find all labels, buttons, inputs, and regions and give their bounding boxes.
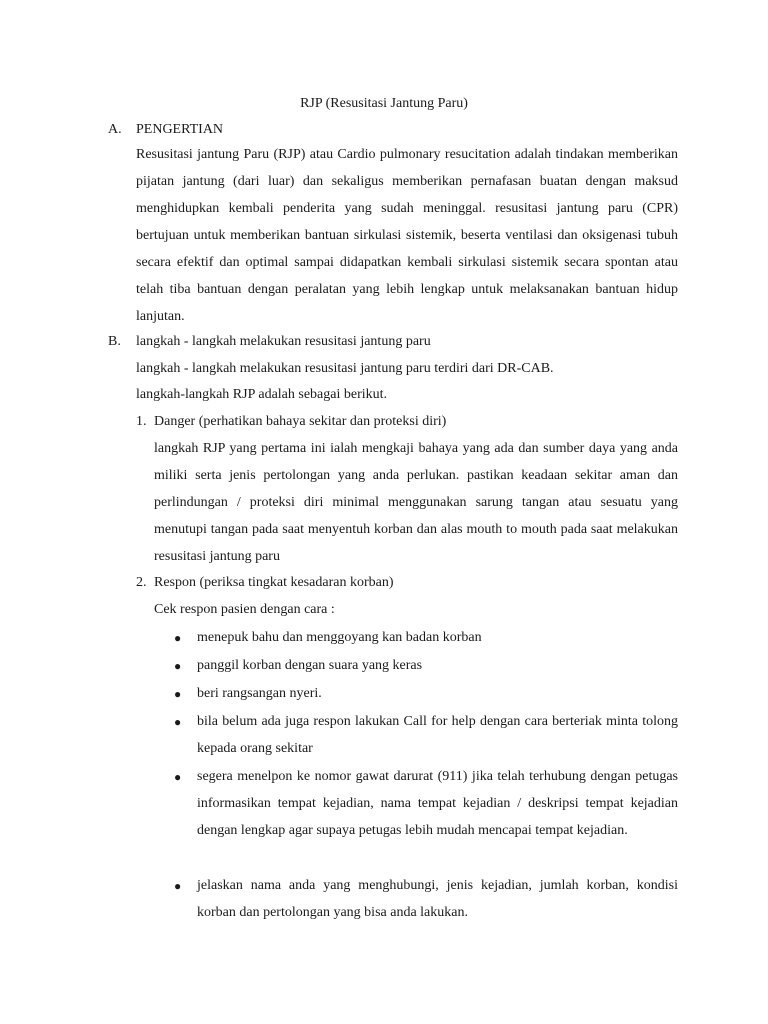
- item-2-number: 2.: [136, 575, 147, 590]
- section-a-paragraph: Resusitasi jantung Paru (RJP) atau Cardio pulmonary resucitation adalah tindakan memberikan pijatan jantung (dari luar) dan sekaligus memberikan pernafasan buatan dengan maksud menghidupkan kembali penderita yang sudah meninggal. resusitasi jantung paru (CPR) bertujuan untuk memberikan bantuan sirkulasi sistemik, beserta ventilasi dan oksigenasi tubuh secara efektif dan optimal sampai didapatkan kembali sirkulasi sistemik secara spontan atau telah tiba bantuan dengan peralatan yang lebih lengkap untuk melaksanakan bantuan hidup lanjutan.: [136, 147, 678, 324]
- list-item: jelaskan nama anda yang menghubungi, jenis kejadian, jumlah korban, kondisi korban dan pertolongan yang bisa anda lakukan.: [197, 878, 678, 920]
- section-b-label: B.: [108, 334, 121, 349]
- section-a-heading: PENGERTIAN: [136, 122, 224, 137]
- bullet-icon: ●: [174, 659, 182, 673]
- item-1-number: 1.: [136, 414, 147, 429]
- document-title: RJP (Resusitasi Jantung Paru): [300, 96, 468, 111]
- bullet-icon: ●: [174, 631, 182, 645]
- section-b-line2: langkah-langkah RJP adalah sebagai berikut.: [136, 387, 388, 402]
- section-b-line1: langkah - langkah melakukan resusitasi jantung paru terdiri dari DR-CAB.: [136, 361, 554, 376]
- bullet-icon: ●: [174, 687, 182, 701]
- bullet-icon: ●: [174, 715, 182, 729]
- section-b-heading: langkah - langkah melakukan resusitasi jantung paru: [136, 334, 431, 349]
- section-a-label: A.: [108, 122, 122, 137]
- list-item: menepuk bahu dan menggoyang kan badan korban: [197, 630, 482, 645]
- list-item: segera menelpon ke nomor gawat darurat (911) jika telah terhubung dengan petugas informasikan tempat kejadian, nama tempat kejadian / deskripsi tempat kejadian dengan lengkap agar supaya petugas lebih mudah mencapai tempat kejadian.: [197, 769, 678, 838]
- list-item: beri rangsangan nyeri.: [197, 686, 322, 701]
- bullet-icon: ●: [174, 770, 182, 784]
- item-2-heading: Respon (periksa tingkat kesadaran korban): [154, 575, 394, 590]
- item-1-heading: Danger (perhatikan bahaya sekitar dan proteksi diri): [154, 414, 447, 429]
- list-item: panggil korban dengan suara yang keras: [197, 658, 423, 673]
- bullet-icon: ●: [174, 879, 182, 893]
- item-1-paragraph: langkah RJP yang pertama ini ialah mengkaji bahaya yang ada dan sumber daya yang anda miliki serta jenis pertolongan yang anda perlukan. pastikan keadaan sekitar aman dan perlindungan / proteksi diri minimal menggunakan sarung tangan atau sesuatu yang menutupi tangan pada saat menyentuh korban dan alas mouth to mouth pada saat melakukan resusitasi jantung paru: [154, 441, 678, 564]
- list-item: bila belum ada juga respon lakukan Call for help dengan cara berteriak minta tolong kepada orang sekitar: [197, 714, 678, 756]
- item-2-intro: Cek respon pasien dengan cara :: [154, 602, 335, 617]
